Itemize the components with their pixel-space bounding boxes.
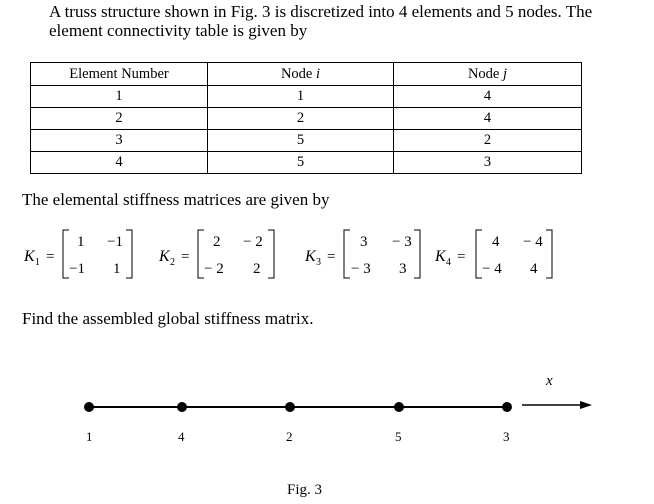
stiffness-matrices	[0, 225, 654, 285]
matrix-entry: 3	[399, 261, 407, 277]
intro-text: A truss structure shown in Fig. 3 is discretized into 4 elements and 5 nodes. The element connectivity table is given by	[49, 2, 593, 40]
matrix-entry: 1	[113, 261, 121, 277]
matrix-entry: − 4	[482, 261, 502, 277]
matrix-entry: −1	[69, 261, 85, 277]
left-bracket	[344, 230, 350, 278]
header-node-i-prefix: Node	[280, 65, 316, 82]
cell-node-j: 3	[394, 152, 582, 174]
equals-sign: =	[46, 249, 55, 265]
cell-node-j: 4	[394, 86, 582, 108]
cell-element: 1	[31, 86, 208, 108]
table-row	[31, 108, 582, 130]
header-node-i	[208, 63, 394, 86]
cell-element: 3	[31, 130, 208, 152]
cell-node-i: 1	[208, 86, 394, 108]
figure-caption: Fig. 3	[287, 482, 323, 498]
table-row	[31, 86, 582, 108]
matrix-symbol: K	[435, 248, 446, 265]
matrix-entry: 2	[213, 234, 221, 250]
cell-node-j: 2	[394, 130, 582, 152]
cell-node-i: 2	[208, 108, 394, 130]
cell-node-j: 4	[394, 108, 582, 130]
equals-sign: =	[181, 249, 190, 265]
node-marker	[177, 402, 187, 412]
node-label: 5	[395, 429, 402, 444]
header-node-j	[394, 63, 582, 86]
matrix-entry: 4	[530, 261, 538, 277]
matrix-entry: −1	[107, 234, 123, 250]
matrix-entry: − 2	[204, 261, 224, 277]
matrix-k4	[434, 230, 552, 278]
matrix-entry: 2	[253, 261, 261, 277]
matrix-subscript: 2	[170, 257, 175, 268]
node-label: 1	[86, 429, 93, 444]
equals-sign: =	[457, 249, 466, 265]
right-bracket	[414, 230, 420, 278]
matrix-k1	[23, 230, 132, 278]
matrix-entry: 3	[360, 234, 368, 250]
equals-sign: =	[327, 249, 336, 265]
matrix-entry: − 3	[392, 234, 412, 250]
right-bracket	[268, 230, 274, 278]
node-marker	[84, 402, 94, 412]
x-axis-label: x	[546, 373, 553, 389]
question-text: Find the assembled global stiffness matrix.	[22, 309, 314, 328]
truss-diagram	[0, 370, 654, 460]
table-header-row	[31, 63, 582, 86]
matrix-entry: − 2	[243, 234, 263, 250]
right-bracket	[126, 230, 132, 278]
matrix-entry: 1	[77, 234, 85, 250]
header-node-j-prefix: Node	[467, 65, 503, 82]
node-marker	[394, 402, 404, 412]
node-label: 2	[286, 429, 293, 444]
matrix-entry: − 3	[351, 261, 371, 277]
node-label: 4	[178, 429, 185, 444]
connectivity-table	[30, 62, 582, 174]
matrix-k2	[158, 230, 274, 278]
matrix-symbol: K	[305, 248, 316, 265]
arrow-right-icon	[580, 401, 592, 409]
stiffness-intro-text: The elemental stiffness matrices are given by	[22, 190, 330, 209]
matrix-entry: 4	[492, 234, 500, 250]
matrix-subscript: 4	[446, 257, 451, 268]
matrix-symbol: K	[24, 248, 35, 265]
matrix-symbol: K	[159, 248, 170, 265]
cell-element: 2	[31, 108, 208, 130]
header-node-i-var: i	[316, 65, 321, 82]
matrix-k3	[304, 230, 420, 278]
cell-node-i: 5	[208, 130, 394, 152]
node-marker	[502, 402, 512, 412]
right-bracket	[546, 230, 552, 278]
cell-node-i: 5	[208, 152, 394, 174]
table-row	[31, 152, 582, 174]
header-element-number: Element Number	[31, 63, 208, 86]
header-node-j-var: j	[503, 65, 508, 82]
matrix-entry: − 4	[523, 234, 543, 250]
table-row	[31, 130, 582, 152]
cell-element: 4	[31, 152, 208, 174]
node-marker	[285, 402, 295, 412]
matrix-subscript: 3	[316, 257, 321, 268]
node-label: 3	[503, 429, 510, 444]
matrix-subscript: 1	[35, 257, 40, 268]
